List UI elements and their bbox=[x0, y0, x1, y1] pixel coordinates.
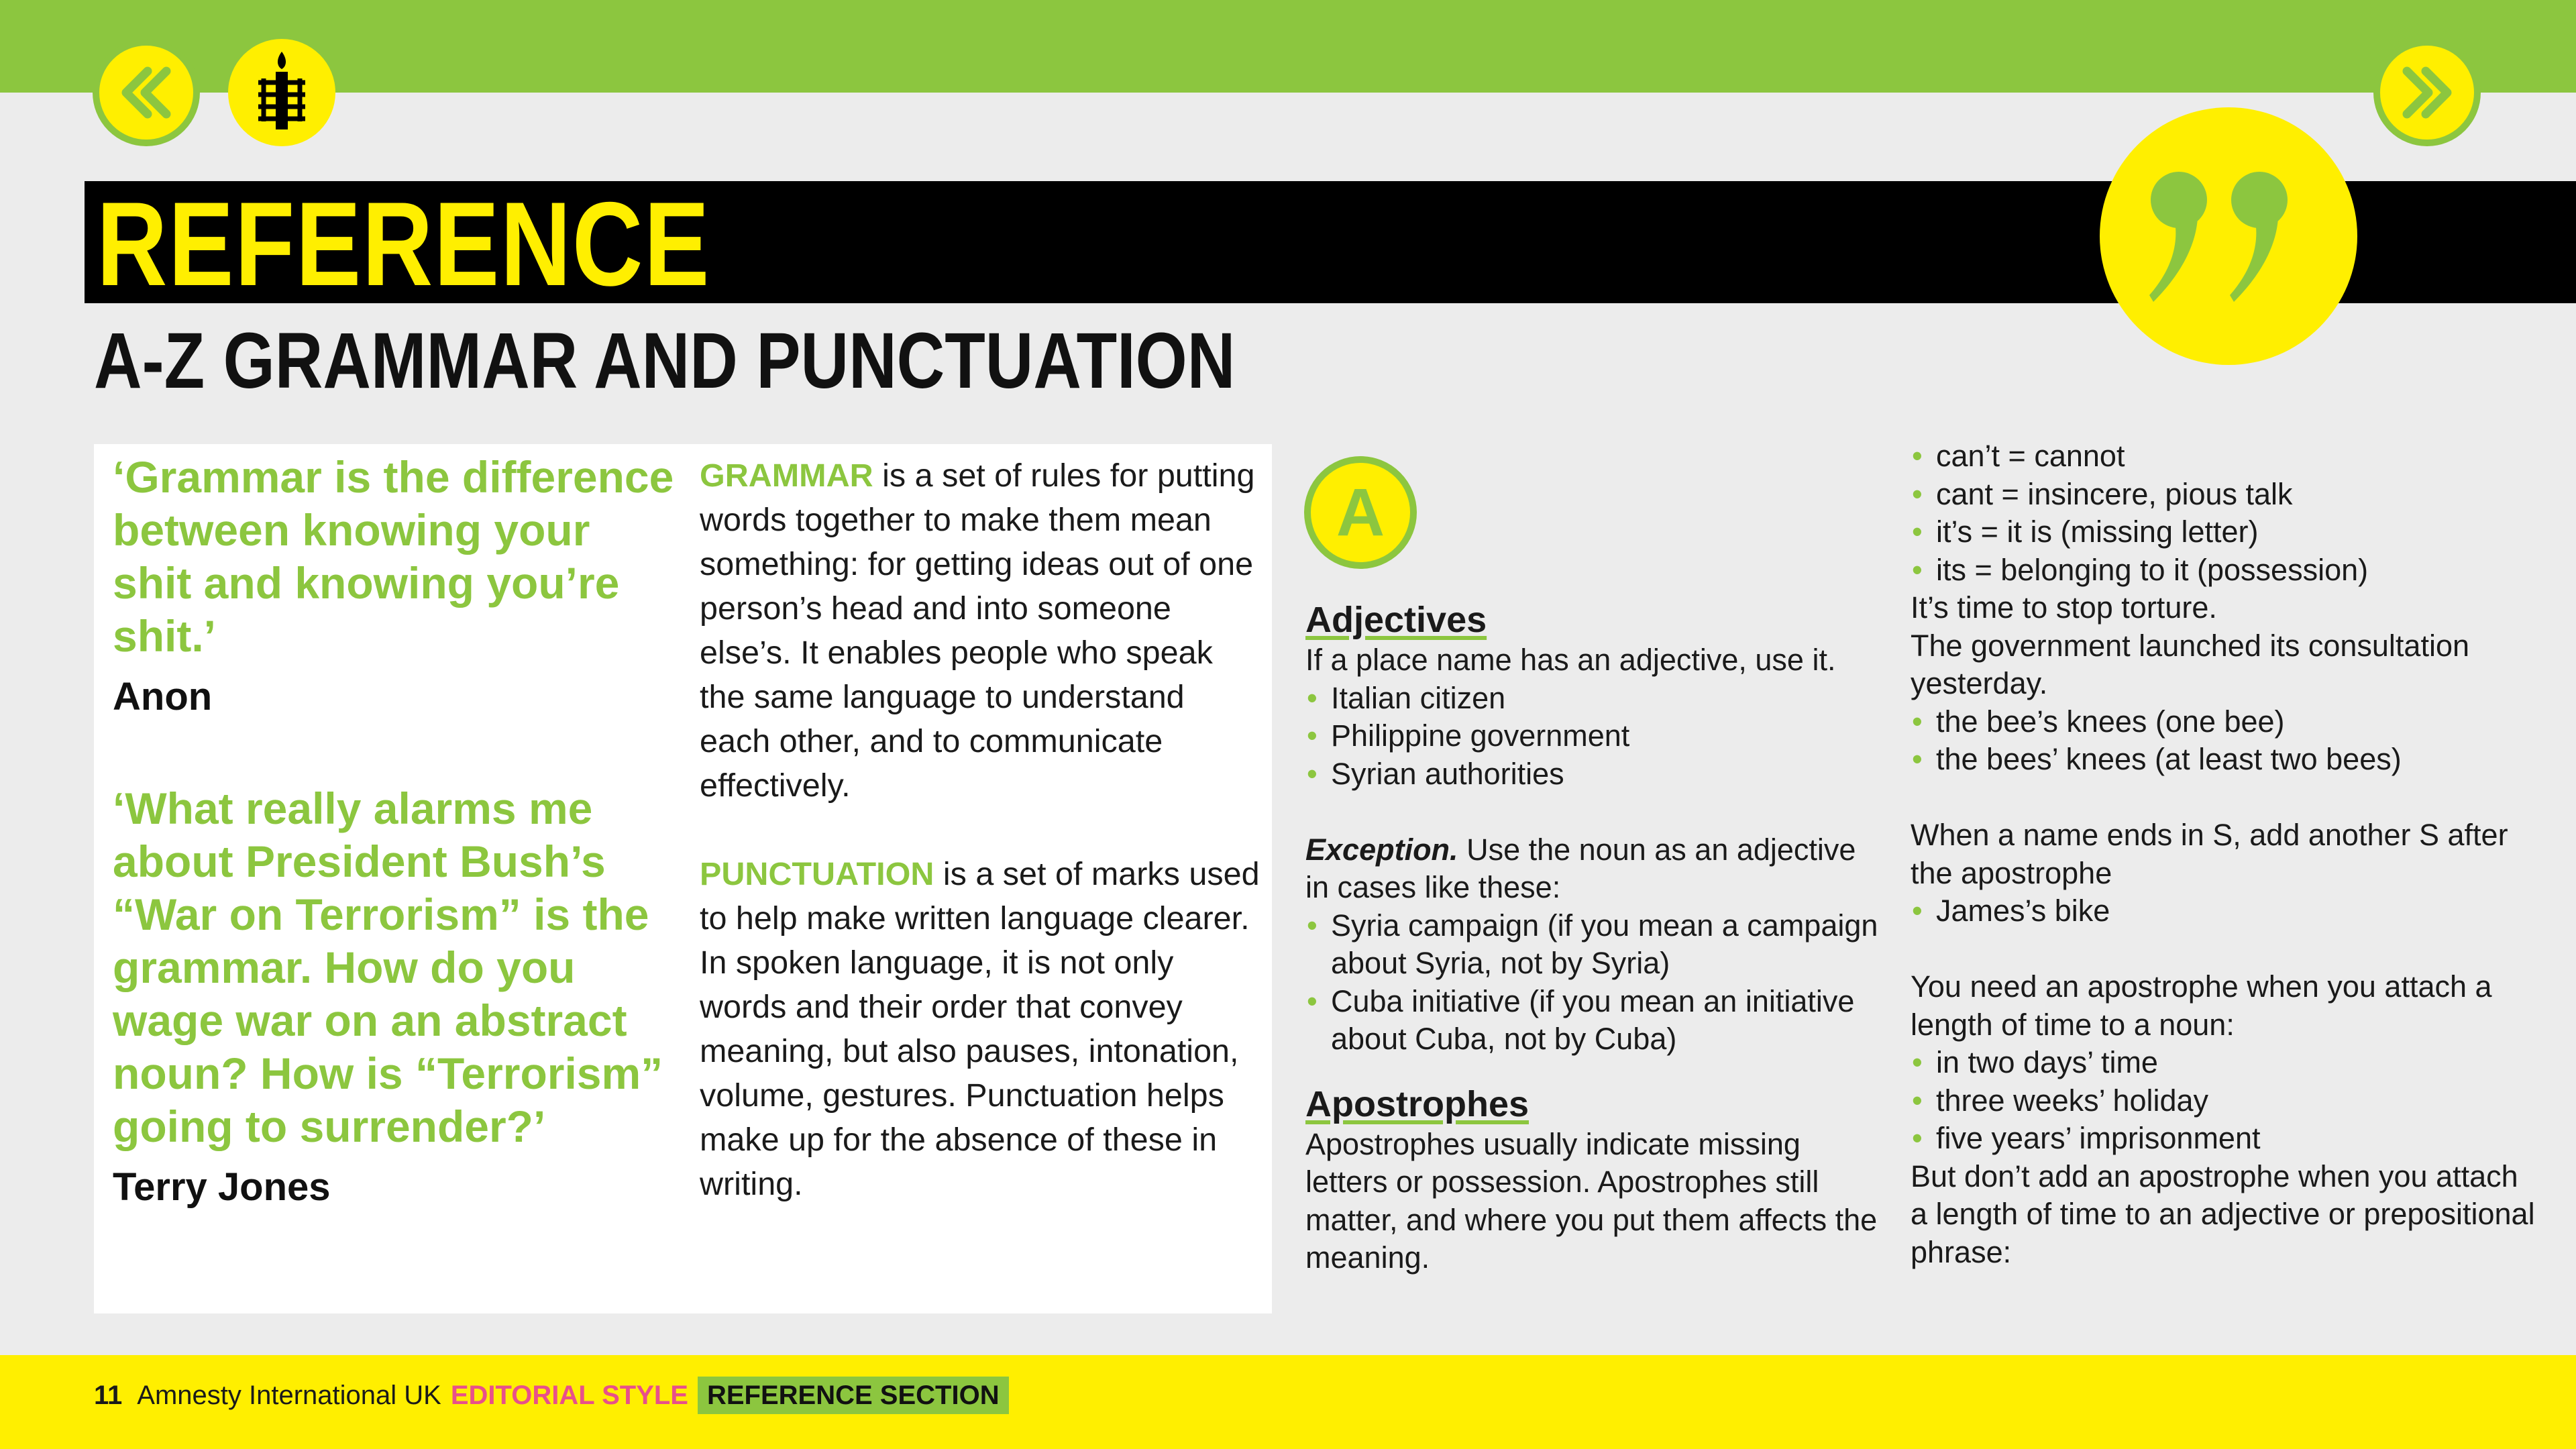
quote-text: ‘Grammar is the difference between knowing your shit and knowing you’re shit.’ bbox=[113, 452, 674, 661]
quotes-column bbox=[113, 451, 676, 1218]
footer-section-label[interactable]: REFERENCE SECTION bbox=[698, 1377, 1009, 1414]
list-item: • Syrian authorities bbox=[1305, 755, 1882, 794]
definition-text: is a set of marks used to help make written language clearer. In spoken language, it is not only words and their order that convey meaning, but also pauses, intonation, volume, gestures. Punctuation helps make up for the absence of these in writing. bbox=[700, 856, 1260, 1202]
entry-text: You need an apostrophe when you attach a length of time to a noun: bbox=[1911, 969, 2492, 1042]
quote-badge bbox=[2100, 107, 2357, 365]
list-item: • the bee’s knees (one bee) bbox=[1911, 703, 2541, 741]
double-chevron-right-icon bbox=[2394, 59, 2461, 126]
next-page-button[interactable] bbox=[2373, 39, 2481, 146]
entries-column-1 bbox=[1305, 598, 1882, 1277]
amnesty-logo bbox=[228, 39, 335, 146]
entry-text: The government launched its consultation yesterday. bbox=[1911, 628, 2470, 700]
page-title: REFERENCE bbox=[97, 177, 710, 311]
exception-label: Exception. bbox=[1305, 832, 1458, 867]
entry-text: When a name ends in S, add another S after the apostrophe bbox=[1911, 818, 2508, 890]
entry-heading-apostrophes: Apostrophes bbox=[1305, 1083, 1529, 1124]
entry-text: It’s time to stop torture. bbox=[1911, 590, 2217, 625]
section-letter-badge: A bbox=[1304, 456, 1417, 569]
list-item: • can’t = cannot bbox=[1911, 437, 2541, 476]
page-number: 11 bbox=[94, 1381, 123, 1410]
entry-heading-adjectives: Adjectives bbox=[1305, 600, 1487, 640]
entry-text: Apostrophes usually indicate missing letters or possession. Apostrophes still matter, and where you put them affects the meaning. bbox=[1305, 1126, 1878, 1275]
closing-quote-icon bbox=[2100, 107, 2357, 365]
list-item: • Italian citizen bbox=[1305, 680, 1882, 718]
quote-author: Terry Jones bbox=[113, 1165, 331, 1209]
entry-text: If a place name has an adjective, use it. bbox=[1305, 643, 1836, 677]
page-subtitle: A-Z GRAMMAR AND PUNCTUATION bbox=[94, 317, 1236, 405]
list-item: • James’s bike bbox=[1911, 892, 2541, 930]
list-item: • cant = insincere, pious talk bbox=[1911, 476, 2541, 514]
definition-text: is a set of rules for putting words together to make them mean something: for getting ideas out of one person’s head and into someone else’s. It enables people who speak the same language to understand each other, and to communicate effectively. bbox=[700, 458, 1255, 804]
entries-column-2 bbox=[1911, 437, 2541, 1271]
grammar-definition bbox=[700, 453, 1263, 808]
definition-keyword: PUNCTUATION bbox=[700, 856, 934, 892]
top-bar bbox=[0, 0, 2576, 93]
entry-text: But don’t add an apostrophe when you attach a length of time to an adjective or prepositional phrase: bbox=[1911, 1159, 2535, 1269]
amnesty-candle-logo bbox=[245, 49, 319, 136]
footer-style-label: EDITORIAL STYLE bbox=[450, 1381, 688, 1410]
definition-keyword: GRAMMAR bbox=[700, 458, 873, 494]
list-item: • five years’ imprisonment bbox=[1911, 1120, 2541, 1158]
list-item: • Cuba initiative (if you mean an initiative about Cuba, not by Cuba) bbox=[1305, 983, 1882, 1059]
quote-text: ‘What really alarms me about President Bush’s “War on Terrorism” is the grammar. How do you wage war on an abstract noun? How is “Terrorism” going to surrender?’ bbox=[113, 784, 663, 1151]
definitions-column bbox=[700, 453, 1263, 1206]
list-item: • the bees’ knees (at least two bees) bbox=[1911, 741, 2541, 779]
exception-note bbox=[1305, 831, 1882, 907]
list-item: • three weeks’ holiday bbox=[1911, 1082, 2541, 1120]
list-item: • Philippine government bbox=[1305, 717, 1882, 755]
previous-page-button[interactable] bbox=[93, 39, 200, 146]
footer-org: Amnesty International UK bbox=[137, 1381, 441, 1410]
double-chevron-left-icon bbox=[113, 59, 180, 126]
footer bbox=[94, 1377, 1009, 1414]
punctuation-definition bbox=[700, 852, 1263, 1206]
exception-text: Use the noun as an adjective in cases like these: bbox=[1305, 832, 1856, 904]
list-item: • in two days’ time bbox=[1911, 1044, 2541, 1082]
list-item: • it’s = it is (missing letter) bbox=[1911, 513, 2541, 551]
quote-author: Anon bbox=[113, 675, 213, 718]
list-item: • its = belonging to it (possession) bbox=[1911, 551, 2541, 590]
list-item: • Syria campaign (if you mean a campaign about Syria, not by Syria) bbox=[1305, 907, 1882, 983]
